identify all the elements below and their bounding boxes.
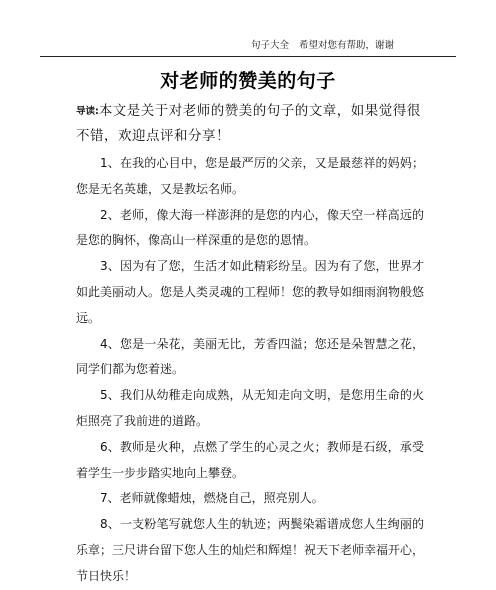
list-item: 6、教师是火种，点燃了学生的心灵之火；教师是石级，承受着学生一步步踏实地向上攀登。 <box>76 439 424 480</box>
list-item: 1、在我的心目中，您是最严厉的父亲，又是最慈祥的妈妈；您是无名英雄，又是教坛名师。 <box>76 156 424 196</box>
sentence-list <box>76 151 424 590</box>
list-item: 5、我们从幼稚走向成熟，从无知走向文明，是您用生命的火炬照亮了我前进的道路。 <box>76 388 424 428</box>
lead-label: 导读: <box>76 106 99 117</box>
list-item: 4、您是一朵花，美丽无比，芳香四溢；您还是朵智慧之花，同学们都为您着迷。 <box>76 336 424 377</box>
header-tagline: 希望对您有帮助，谢谢 <box>298 40 394 51</box>
list-item: 7、老师就像蜡烛，燃烧自己，照亮别人。 <box>100 491 324 506</box>
list-item: 2、老师，像大海一样澎湃的是您的内心，像天空一样高远的是您的胸怀，像高山一样深重的是您的恩情。 <box>76 207 424 248</box>
list-item: 3、因为有了您，生活才如此精彩纷呈。因为有了您，世界才如此美丽动人。您是人类灵魂的工程师！您的教导如细雨润物般悠远。 <box>76 259 425 325</box>
article-title: 对老师的赞美的句子 <box>160 70 336 92</box>
lead-text: 本文是关于对老师的赞美的句子的文章，如果觉得很不错，欢迎点评和分享！ <box>76 103 421 144</box>
list-item: 8、一支粉笔写就您人生的轨迹；两鬓染霜谱成您人生绚丽的乐章；三尺讲台留下您人生的灿烂和辉煌！祝天下老师幸福开心，节日快乐！ <box>76 517 425 583</box>
article-lead <box>76 99 426 149</box>
header-site-name: 句子大全 <box>250 40 289 51</box>
page-header <box>251 37 394 51</box>
